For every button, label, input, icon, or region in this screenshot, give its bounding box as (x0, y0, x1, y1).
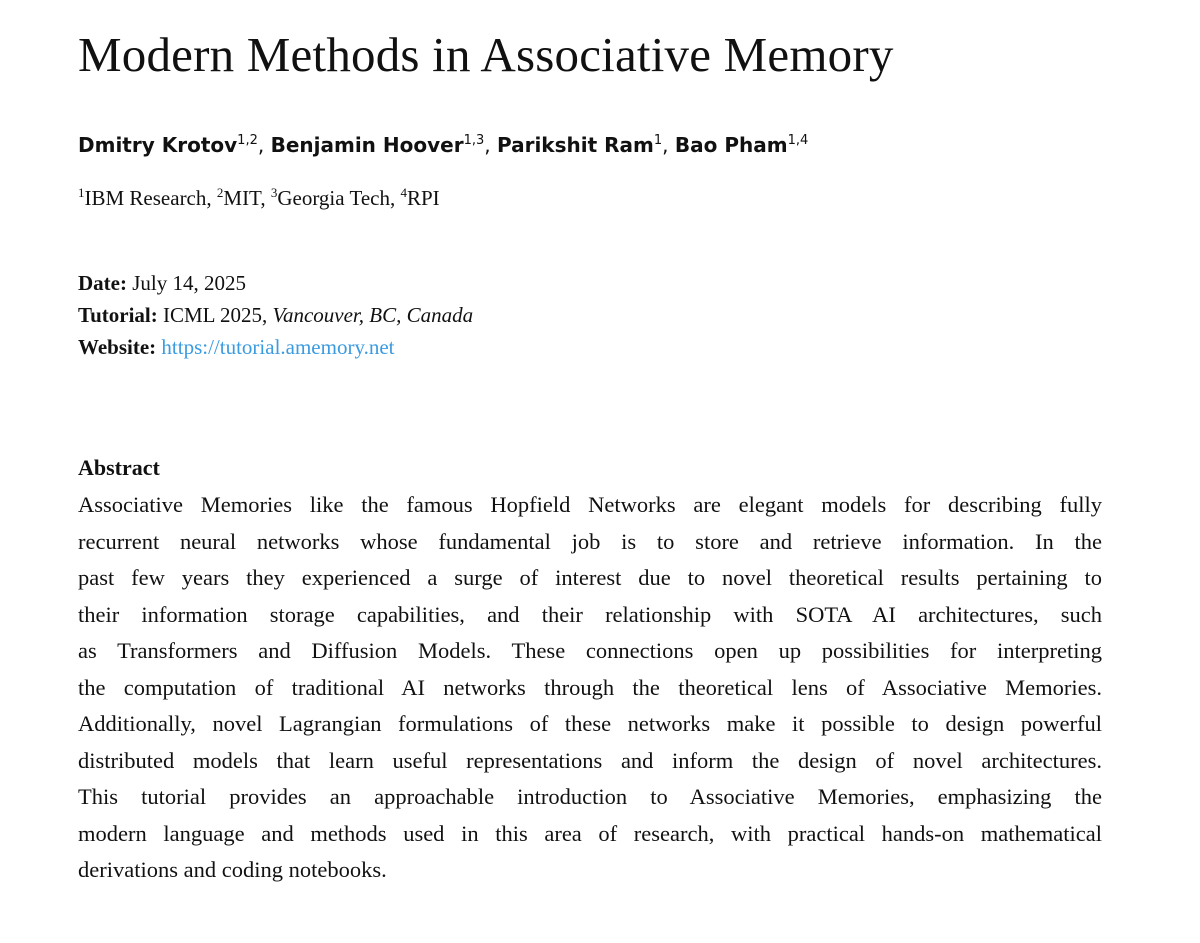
affiliation-mark: 2 (216, 185, 224, 200)
abstract-line: modern language and methods used in this area of research, with practical hands-on mathematical (78, 820, 1102, 846)
abstract-line: their information storage capabilities, and their relationship with SOTA AI architectures, such (78, 601, 1102, 627)
affiliation-mark: 4 (400, 185, 407, 200)
author-list (78, 131, 808, 159)
author-name: Bao Pham (674, 133, 788, 157)
abstract-line: derivations and coding notebooks. (78, 857, 387, 882)
affiliation-mark: 1 (78, 185, 85, 200)
tutorial-label: Tutorial: (78, 303, 158, 327)
abstract-line: Associative Memories like the famous Hopfield Networks are elegant models for describing fully (78, 492, 1102, 517)
metadata-block (78, 267, 473, 363)
abstract-line: This tutorial provides an approachable introduction to Associative Memories, emphasizing the (78, 784, 1102, 809)
author-affiliation-mark: 1,2 (237, 133, 258, 148)
abstract-line: distributed models that learn useful representations and inform the design of novel architectures. (78, 747, 1102, 773)
author-name: Dmitry Krotov (78, 133, 238, 157)
affiliation-separator: , (260, 186, 271, 210)
affiliation-mark: 3 (270, 185, 278, 200)
website-label: Website: (78, 335, 157, 359)
affiliation-name: Georgia Tech (277, 186, 390, 210)
abstract-line: recurrent neural networks whose fundamental job is to store and retrieve information. In the (78, 528, 1102, 554)
affiliation-name: RPI (406, 186, 440, 210)
website-line (78, 331, 473, 363)
author-separator: , (257, 133, 271, 157)
date-value: July 14, 2025 (132, 271, 246, 295)
affiliation-separator: , (389, 186, 401, 210)
paper-title: Modern Methods in Associative Memory (78, 27, 894, 82)
date-line (78, 267, 473, 299)
date-label: Date: (78, 271, 127, 295)
affiliation-separator: , (206, 186, 217, 210)
abstract-line: past few years they experienced a surge of interest due to novel theoretical results pertaining to (78, 565, 1102, 590)
abstract-line: the computation of traditional AI networks through the theoretical lens of Associative Memories. (78, 674, 1102, 700)
author-affiliation-mark: 1,3 (463, 133, 485, 148)
abstract-line: Additionally, novel Lagrangian formulations of these networks make it possible to design powerful (78, 711, 1102, 736)
author-name: Parikshit Ram (496, 133, 654, 157)
tutorial-line (78, 299, 473, 331)
affiliation-list (78, 184, 440, 212)
author-separator: , (484, 133, 497, 157)
author-affiliation-mark: 1 (653, 133, 663, 148)
author-name: Benjamin Hoover (270, 133, 464, 157)
abstract-body (78, 487, 1102, 889)
abstract-heading: Abstract (78, 455, 160, 480)
author-affiliation-mark: 1,4 (787, 133, 809, 148)
abstract-line: as Transformers and Diffusion Models. These connections open up possibilities for interpreting (78, 638, 1102, 663)
affiliation-name: MIT (223, 186, 261, 210)
author-separator: , (662, 133, 675, 157)
tutorial-location: Vancouver, BC, Canada (272, 303, 474, 327)
affiliation-name: IBM Research (84, 186, 207, 210)
website-link[interactable]: https://tutorial.amemory.net (161, 335, 395, 359)
tutorial-venue: ICML 2025, (162, 303, 268, 327)
